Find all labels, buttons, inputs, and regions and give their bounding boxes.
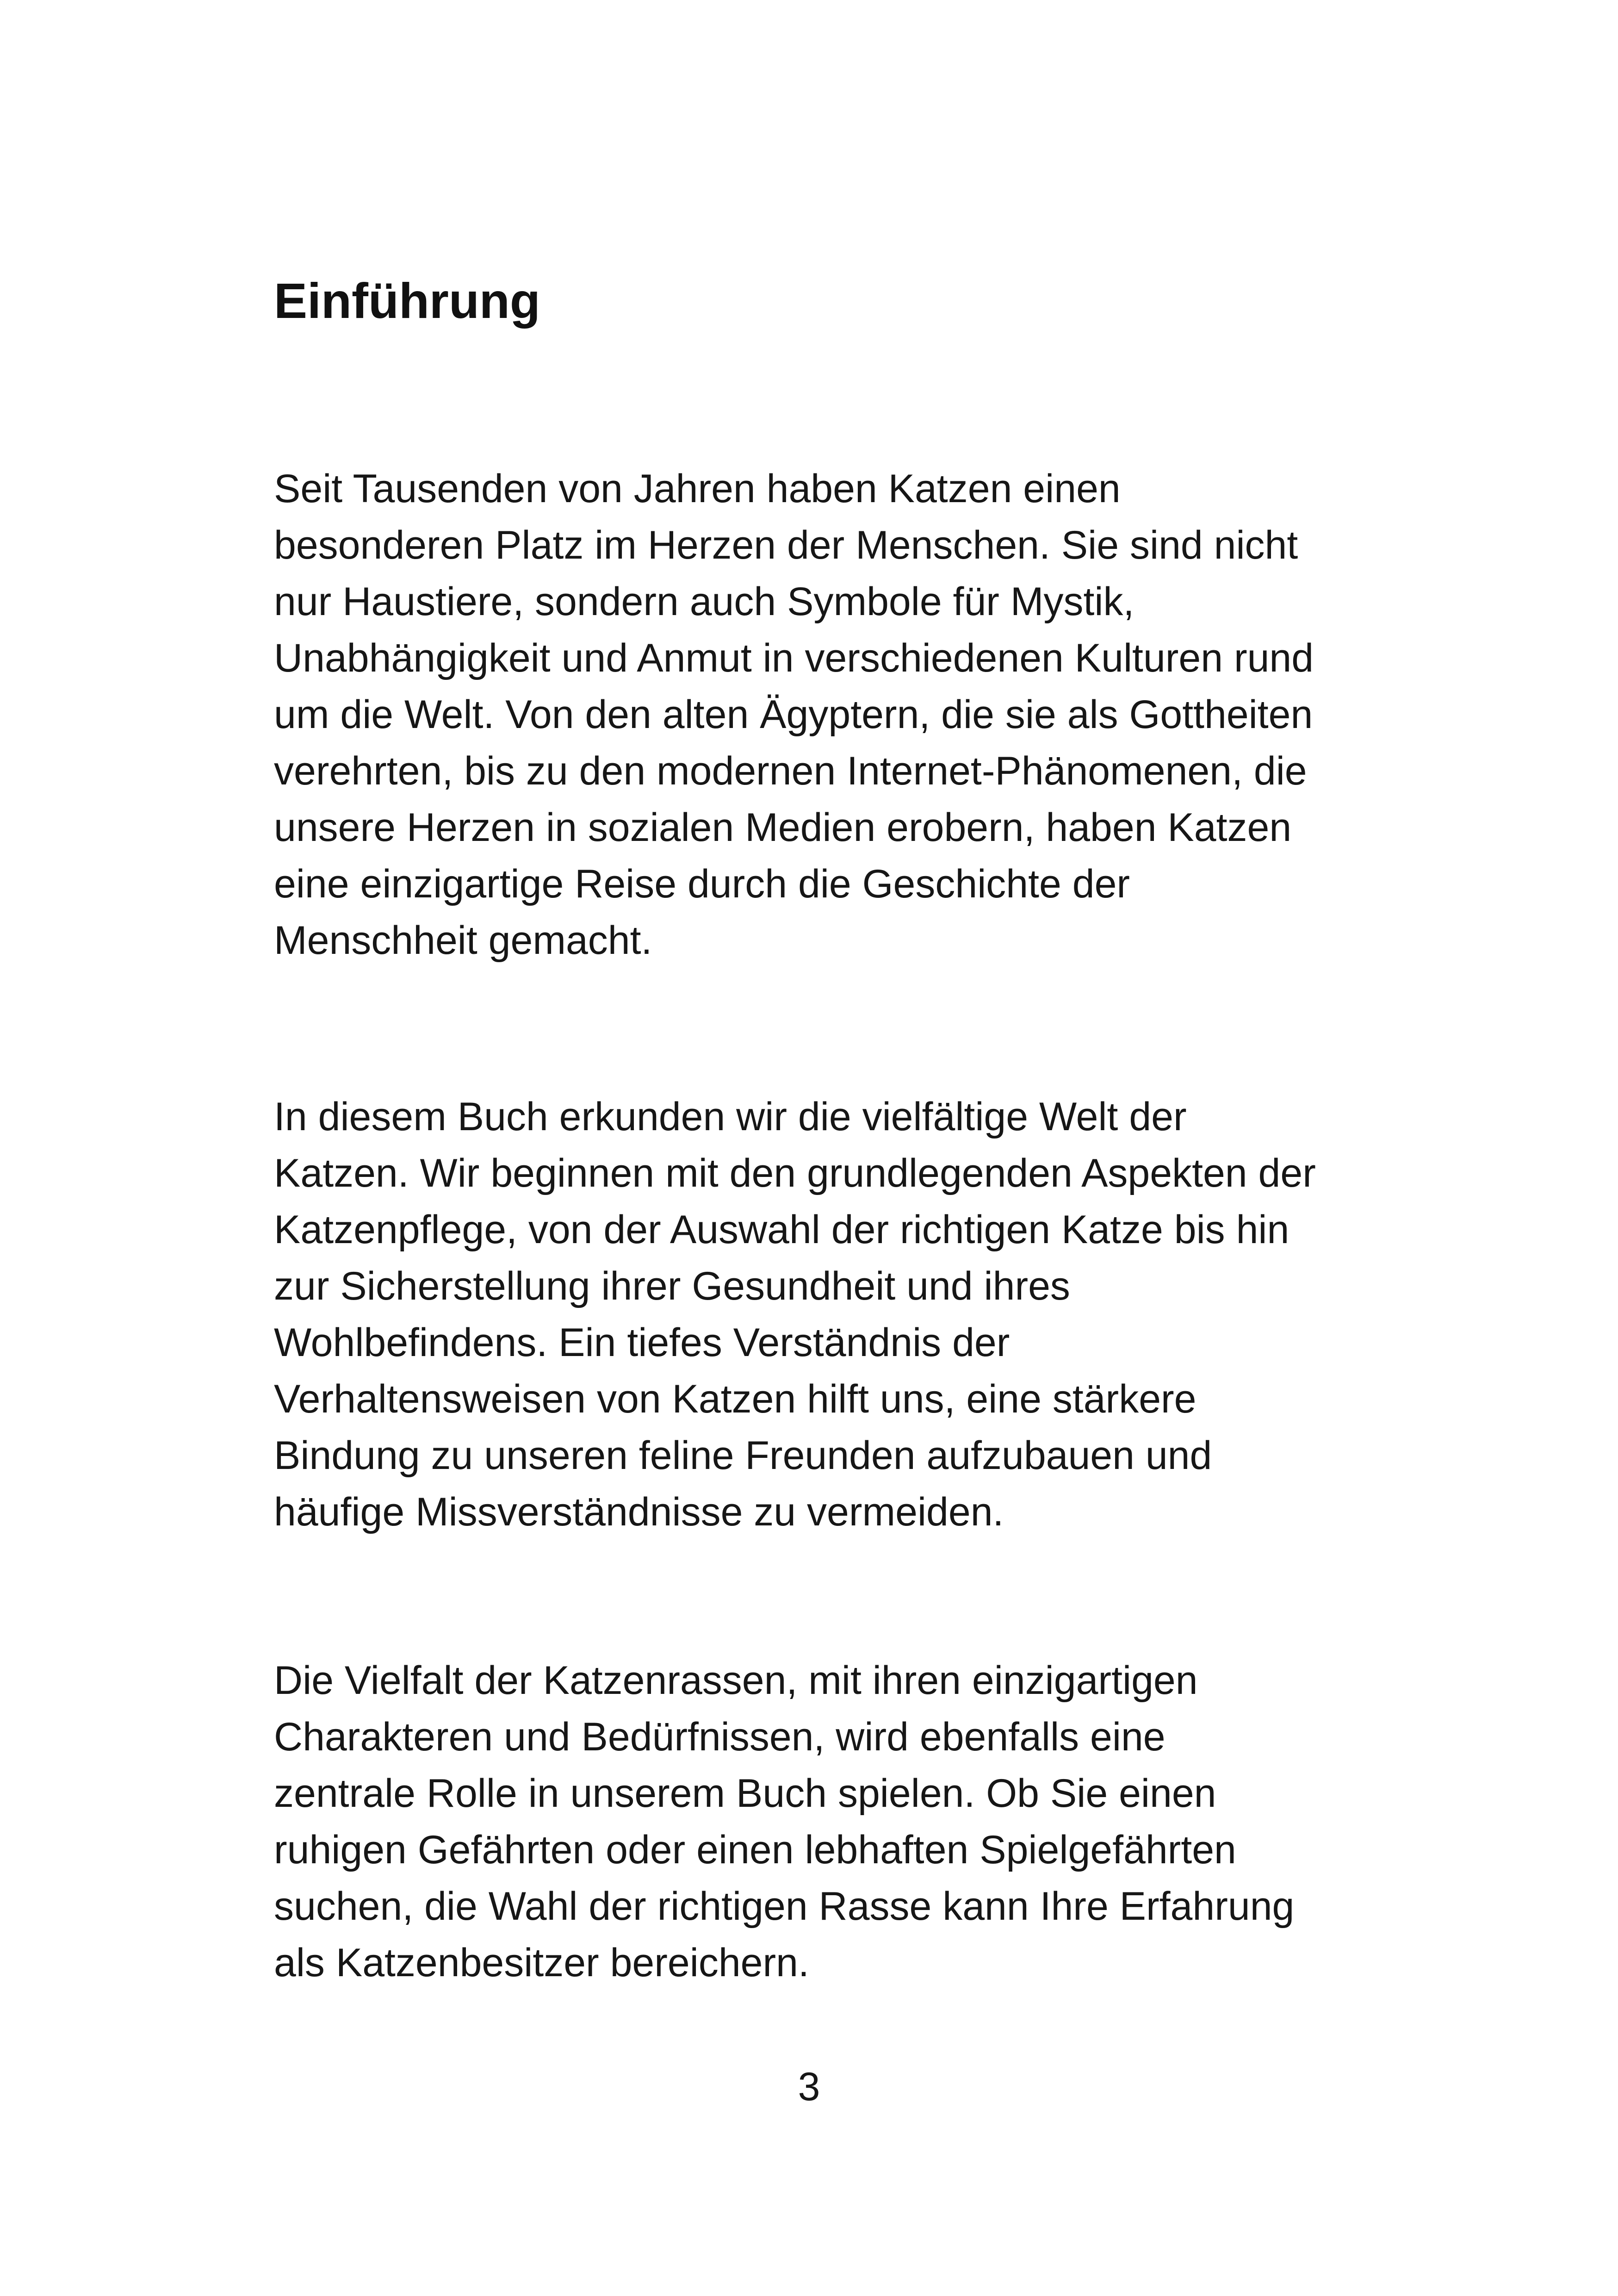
- paragraph-line: zentrale Rolle in unserem Buch spielen. Ob Sie einen: [274, 1771, 1216, 1816]
- paragraph-line: ruhigen Gefährten oder einen lebhaften Spielgefährten: [274, 1828, 1236, 1872]
- paragraph-line: Menschheit gemacht.: [274, 918, 652, 963]
- page-title: Einführung: [274, 273, 540, 329]
- paragraph-line: Katzen. Wir beginnen mit den grundlegenden Aspekten der: [274, 1151, 1316, 1195]
- paragraph-line: Verhaltensweisen von Katzen hilft uns, eine stärkere: [274, 1377, 1196, 1421]
- paragraph-line: häufige Missverständnisse zu vermeiden.: [274, 1490, 1004, 1534]
- paragraph-line: Wohlbefindens. Ein tiefes Verständnis der: [274, 1320, 1010, 1365]
- paragraph-line: Unabhängigkeit und Anmut in verschiedenen Kulturen rund: [274, 636, 1314, 680]
- paragraph-line: Katzenpflege, von der Auswahl der richtigen Katze bis hin: [274, 1207, 1289, 1252]
- paragraph-line: als Katzenbesitzer bereichern.: [274, 1941, 809, 1985]
- paragraph-1: [274, 460, 1357, 969]
- paragraph-line: unsere Herzen in sozialen Medien erobern, haben Katzen: [274, 805, 1292, 850]
- paragraph-line: Die Vielfalt der Katzenrassen, mit ihren einzigartigen: [274, 1658, 1198, 1703]
- paragraph-line: besonderen Platz im Herzen der Menschen. Sie sind nicht: [274, 523, 1298, 567]
- paragraph-line: In diesem Buch erkunden wir die vielfältige Welt der: [274, 1095, 1187, 1139]
- paragraph-2: [274, 1089, 1357, 1540]
- page-number: 3: [798, 2065, 820, 2109]
- paragraph-line: Bindung zu unseren feline Freunden aufzubauen und: [274, 1433, 1212, 1478]
- paragraph-line: verehrten, bis zu den modernen Internet-Phänomenen, die: [274, 749, 1307, 793]
- paragraph-3: [274, 1652, 1357, 1991]
- paragraph-line: suchen, die Wahl der richtigen Rasse kann Ihre Erfahrung: [274, 1884, 1295, 1929]
- paragraph-line: Seit Tausenden von Jahren haben Katzen einen: [274, 467, 1121, 511]
- paragraph-line: nur Haustiere, sondern auch Symbole für Mystik,: [274, 579, 1134, 624]
- paragraph-line: Charakteren und Bedürfnissen, wird ebenfalls eine: [274, 1715, 1165, 1759]
- paragraph-line: zur Sicherstellung ihrer Gesundheit und ihres: [274, 1264, 1070, 1308]
- paragraph-line: um die Welt. Von den alten Ägyptern, die sie als Gottheiten: [274, 692, 1313, 737]
- paragraph-line: eine einzigartige Reise durch die Geschichte der: [274, 862, 1130, 906]
